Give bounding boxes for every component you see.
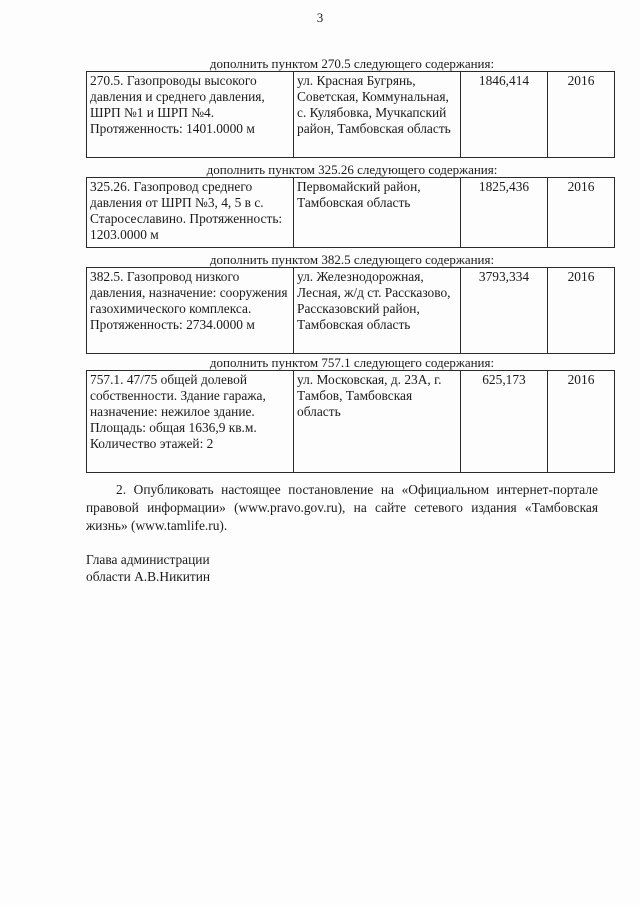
amendment-table	[86, 267, 615, 354]
object-address-cell: ул. Московская, д. 23А, г. Тамбов, Тамбовская область	[294, 371, 461, 473]
signature-block	[86, 551, 210, 585]
amendment-table	[86, 71, 615, 158]
object-name-cell: 270.5. Газопроводы высокого давления и среднего давления, ШРП №1 и ШРП №4. Протяженность: 1401.0000 м	[87, 72, 294, 158]
object-address-cell: Первомайский район, Тамбовская область	[294, 178, 461, 248]
table-row	[87, 268, 615, 354]
table-row	[87, 72, 615, 158]
object-year-cell: 2016	[548, 72, 615, 158]
table-row	[87, 178, 615, 248]
amendment-intro: дополнить пунктом 382.5 следующего содержания:	[209, 252, 495, 267]
object-address-cell: ул. Красная Бугрянь, Советская, Коммунальная, с. Кулябовка, Мучкапский район, Тамбовская область	[294, 72, 461, 158]
object-name-cell: 757.1. 47/75 общей долевой собственности. Здание гаража, назначение: нежилое здание. Площадь: общая 1636,9 кв.м. Количество этажей: 2	[87, 371, 294, 473]
table-row	[87, 371, 615, 473]
page-number: 3	[316, 10, 324, 25]
object-value-cell: 1825,436	[461, 178, 548, 248]
amendment-382-5	[86, 253, 598, 354]
amendment-270-5	[86, 57, 598, 158]
amendment-757-1	[86, 356, 598, 473]
object-year-cell: 2016	[548, 178, 615, 248]
amendment-table	[86, 177, 615, 248]
object-name-cell: 382.5. Газопровод низкого давления, назначение: сооружения газохимического комплекса. Протяженность: 2734.0000 м	[87, 268, 294, 354]
object-year-cell: 2016	[548, 268, 615, 354]
signature-name: области А.В.Никитин	[86, 569, 211, 584]
signature-title: Глава администрации	[86, 552, 210, 567]
object-value-cell: 3793,334	[461, 268, 548, 354]
amendment-intro: дополнить пунктом 325.26 следующего содержания:	[206, 162, 498, 177]
amendment-table	[86, 370, 615, 473]
amendment-intro: дополнить пунктом 270.5 следующего содержания:	[209, 56, 495, 71]
object-value-cell: 1846,414	[461, 72, 548, 158]
object-year-cell: 2016	[548, 371, 615, 473]
object-address-cell: ул. Железнодорожная, Лесная, ж/д ст. Рассказово, Рассказовский район, Тамбовская область	[294, 268, 461, 354]
amendment-325-26	[86, 163, 598, 248]
amendment-intro: дополнить пунктом 757.1 следующего содержания:	[209, 355, 495, 370]
object-value-cell: 625,173	[461, 371, 548, 473]
object-name-cell: 325.26. Газопровод среднего давления от ШРП №3, 4, 5 в с. Старосеславино. Протяженность: 1203.0000 м	[87, 178, 294, 248]
publication-paragraph: 2. Опубликовать настоящее постановление на «Официальном интернет-портале правовой информации» (www.pravo.gov.ru), на сайте сетевого издания «Тамбовская жизнь» (www.tamlife.ru).	[86, 482, 598, 533]
